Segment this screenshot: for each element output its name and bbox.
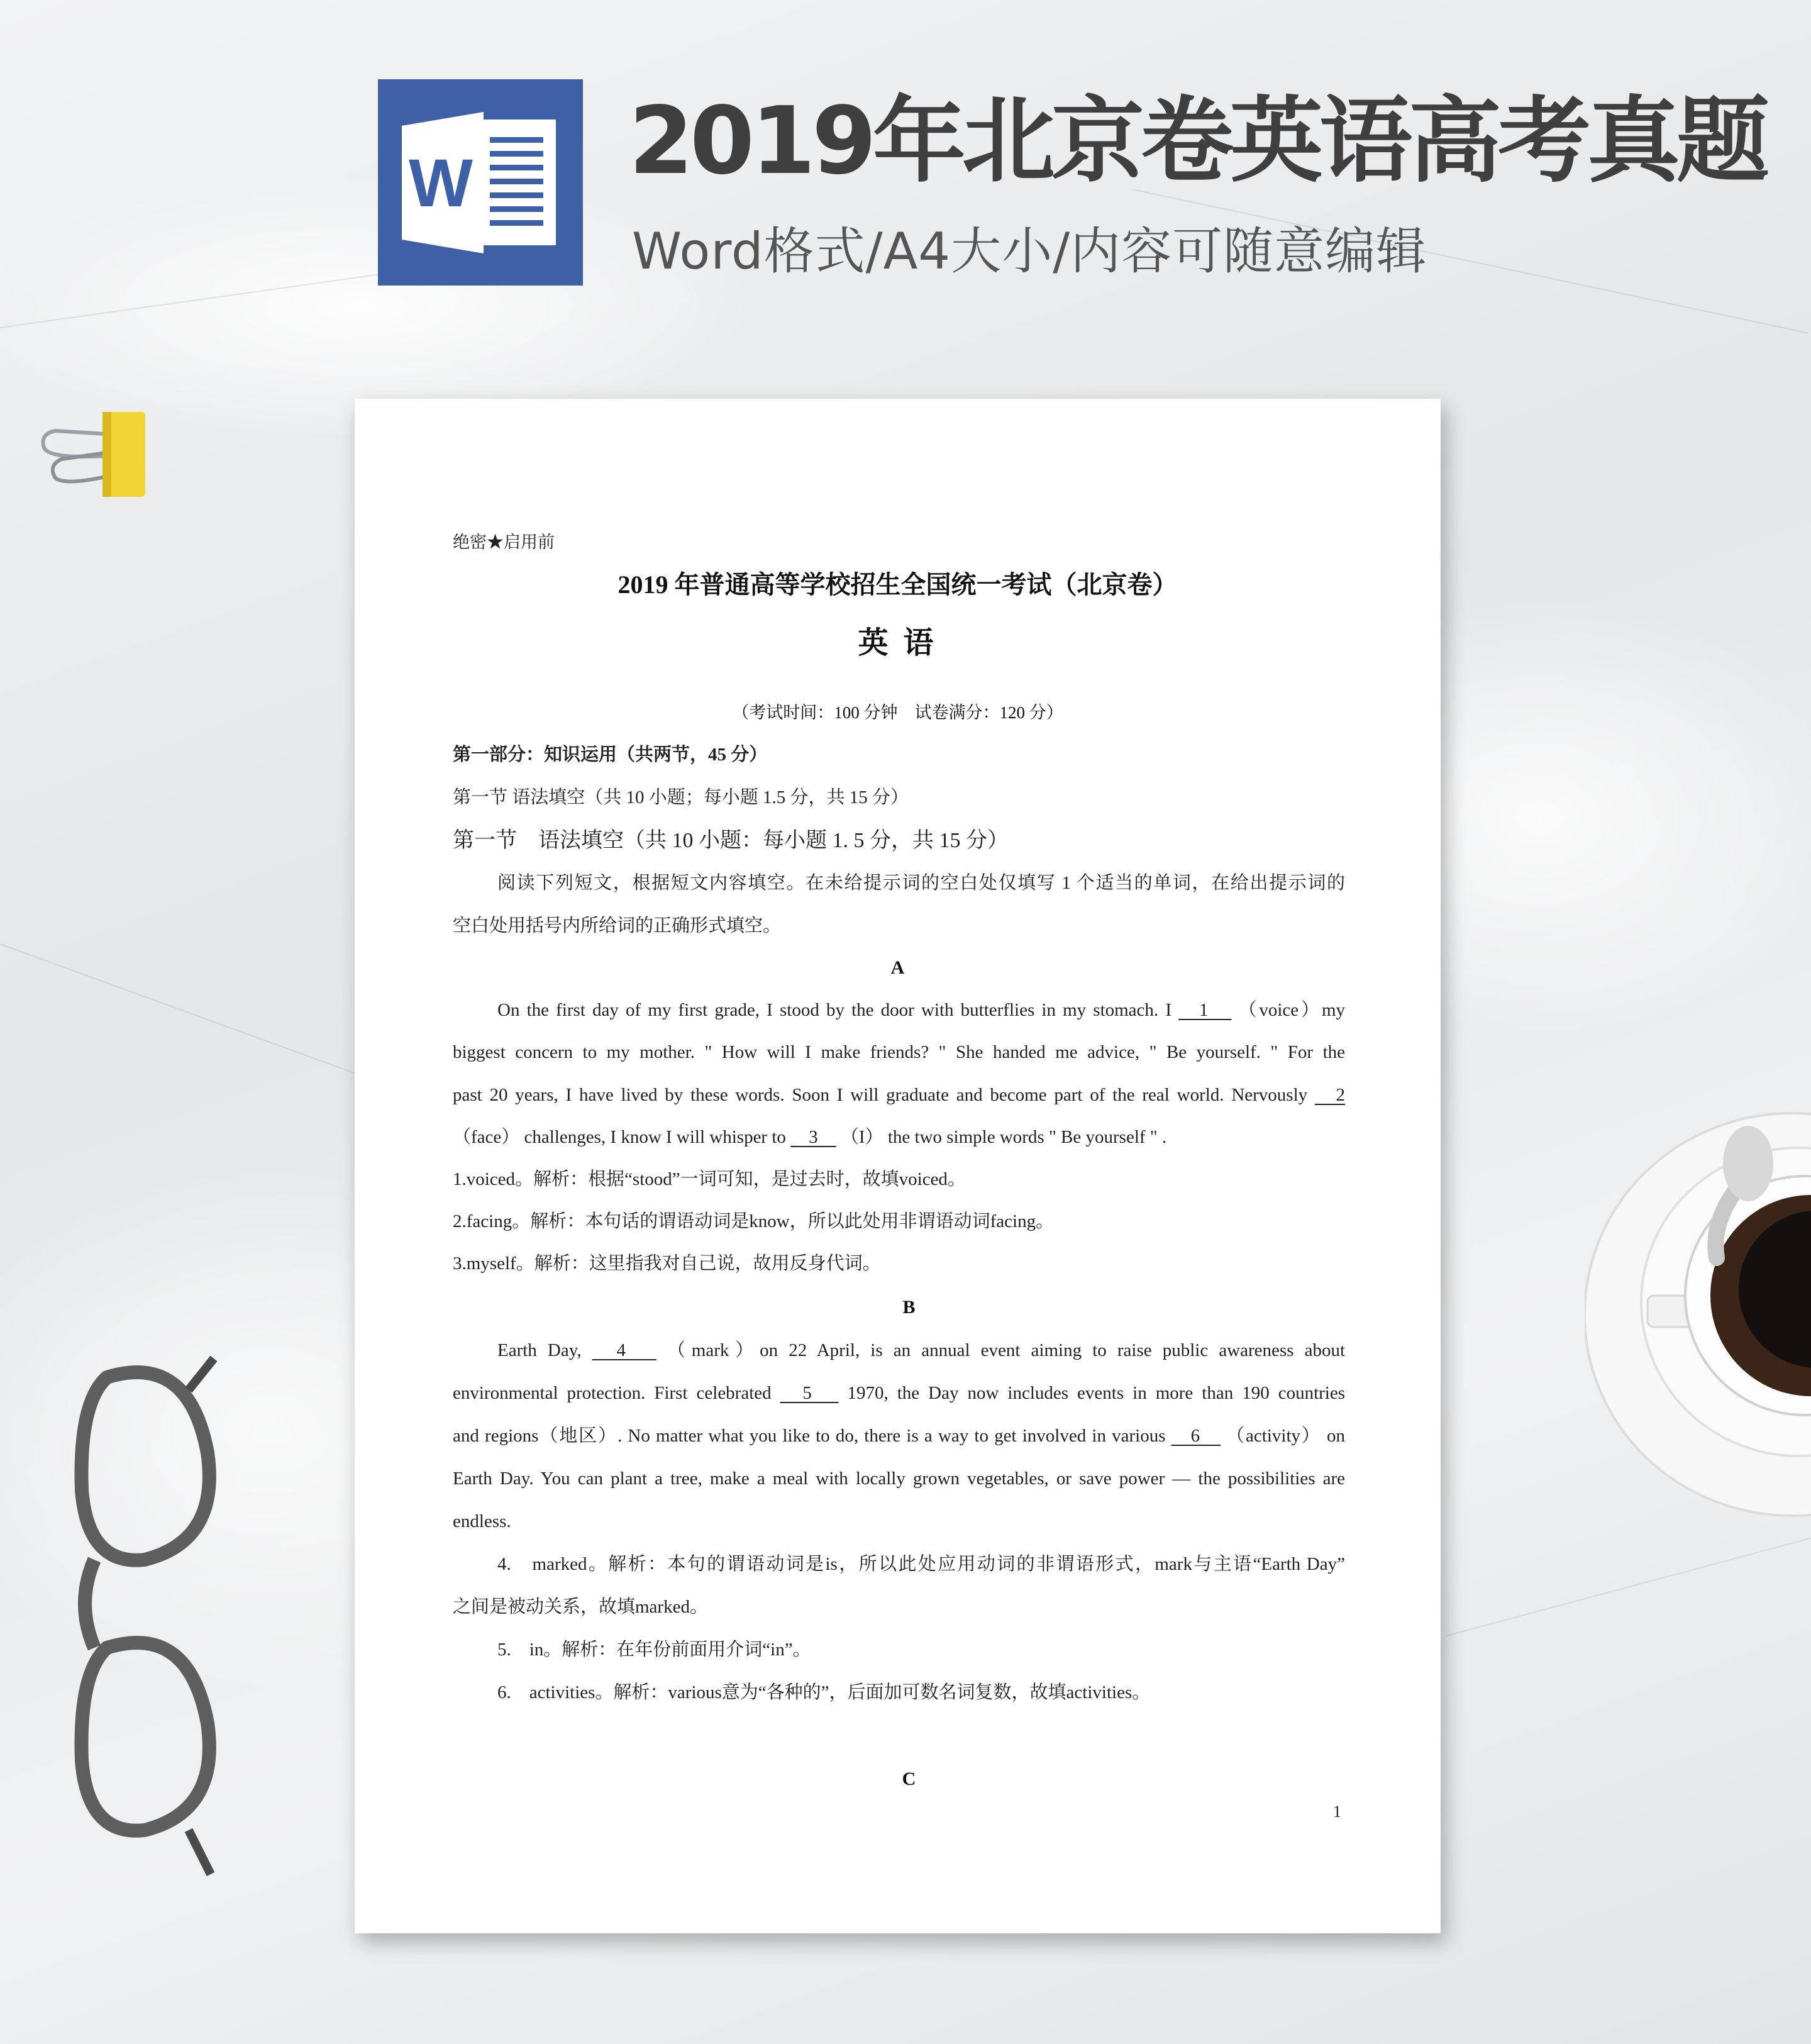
passage-text: past 20 years, I have lived by these words. Soon I will graduate and become part of the real world. Nervously [453,1085,1308,1105]
blank-3: 3 [790,1127,836,1147]
passage-text: Earth Day, [497,1340,582,1360]
answer-line: 1.voiced。解析：根据“stood”一词可知，是过去时，故填voiced。 [453,1169,966,1189]
passage-label-a: A [890,957,905,978]
marble-vein [1446,1538,1811,1636]
blank-4: 4 [592,1340,656,1360]
answer-line: 3.myself。解析：这里指我对自己说，故用反身代词。 [453,1253,881,1274]
blank-1: 1 [1178,1000,1232,1020]
passage-text: and regions（地区）. No matter what you like to do, there is a way to get involved in various [453,1426,1166,1446]
page-number: 1 [1333,1802,1341,1821]
section-heading-alt: 第一节 语法填空（共 10 小题：每小题 1. 5 分，共 15 分） [453,829,1009,852]
section-heading: 第一节 语法填空（共 10 小题；每小题 1.5 分，共 15 分） [453,787,909,808]
passage-a-line: biggest concern to my mother. " How will I make friends? " She handed me advice, " Be yourself. " For the [453,1042,1345,1062]
eyeglasses-icon [63,1352,239,1893]
marble-vein [0,943,355,1074]
passage-b-line: Earth Day. You can plant a tree, make a meal with locally grown vegetables, or save power — the possibilities are [453,1469,1345,1489]
coffee-cup-icon [1585,1094,1811,1535]
passage-label-b: B [902,1297,916,1318]
exam-info: （考试时间：100 分钟 试卷满分：120 分） [732,703,1063,722]
passage-b-line [497,1341,1345,1360]
part-heading: 第一部分：知识运用（共两节，45 分） [453,745,768,765]
answer-line: 6. activities。解析：various意为“各种的”，后面加可数名词复数，故填activities。 [497,1682,1151,1702]
instruction-line: 阅读下列短文，根据短文内容填空。在未给提示词的空白处仅填写 1 个适当的单词，在给出提示词的 [497,873,1345,893]
passage-text: 1970, the Day now includes events in more than 190 countries [847,1383,1346,1403]
binder-clip-icon [36,409,150,500]
exam-title: 2019 年普通高等学校招生全国统一考试（北京卷） [618,570,1178,599]
passage-text: environmental protection. First celebrated [453,1383,772,1403]
passage-text: On the first day of my first grade, I stood by the door with butterflies in my stomach. I [497,1000,1171,1020]
page-title: 2019年北京卷英语高考真题 [629,87,1766,195]
blank-6: 6 [1171,1426,1221,1446]
answer-line: 4. marked。解析：本句的谓语动词是is，所以此处应用动词的非谓语形式，mark与主语“Earth Day” [497,1554,1345,1574]
passage-a-line [453,1086,1345,1104]
answer-line: 5. in。解析：在年份前面用介词“in”。 [497,1640,811,1660]
passage-text: （mark）on 22 April, is an annual event aiming to raise public awareness about [667,1340,1346,1360]
page-subtitle: Word格式/A4大小/内容可随意编辑 [632,222,1427,280]
blank-5: 5 [780,1383,839,1403]
passage-text: （face） challenges, I know I will whisper to [453,1127,786,1147]
blank-2: 2 [1314,1085,1345,1105]
word-logo-icon [378,79,583,286]
passage-text: （activity） on [1226,1426,1346,1446]
answer-line: 之间是被动关系，故填marked。 [453,1597,708,1617]
passage-a-line [497,1001,1345,1019]
subject-title: 英 语 [858,626,938,660]
passage-b-line [453,1384,1345,1402]
instruction-line: 空白处用括号内所给词的正确形式填空。 [453,916,782,936]
passage-b-line [453,1427,1345,1445]
answer-line: 2.facing。解析：本句话的谓语动词是know，所以此处用非谓语动词facing。 [453,1211,1055,1231]
passage-text: （voice）my [1238,1000,1346,1020]
confidential-mark: 绝密★启用前 [453,533,555,552]
document-page [355,399,1441,1933]
passage-text: （I） the two simple words " Be yourself " . [840,1127,1167,1147]
word-logo-letter: W [409,145,473,221]
passage-b-line: endless. [453,1511,511,1531]
passage-a-line [453,1128,1166,1147]
passage-label-c: C [902,1769,916,1789]
